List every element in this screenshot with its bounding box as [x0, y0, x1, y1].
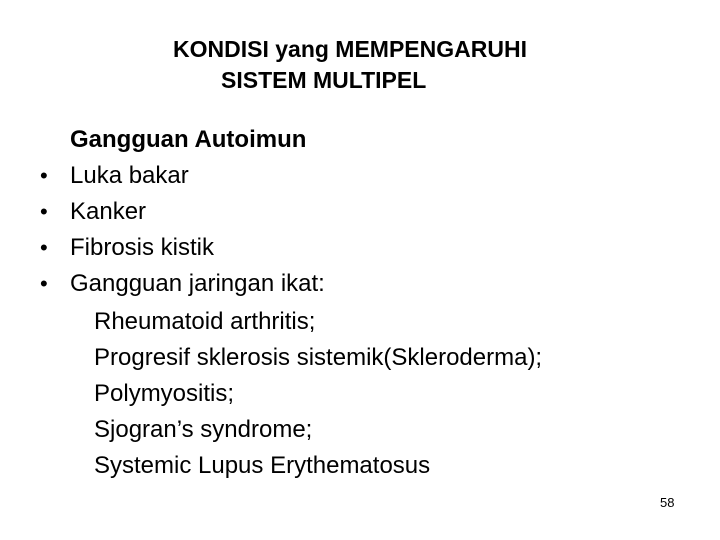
sub-list-item: Sjogran’s syndrome; [94, 416, 313, 443]
list-item-label: Gangguan jaringan ikat: [70, 270, 325, 297]
list-heading: Gangguan Autoimun [70, 126, 307, 153]
bullet-icon: • [40, 235, 48, 260]
list-item-label: Fibrosis kistik [70, 234, 215, 261]
bullet-icon: • [40, 199, 48, 224]
list-item-label: Luka bakar [70, 162, 189, 189]
sub-list-item: Polymyositis; [94, 380, 235, 407]
slide-title-line-2: SISTEM MULTIPEL [221, 67, 427, 93]
sub-list-item: Progresif sklerosis sistemik(Skleroderma); [94, 344, 543, 371]
slide-title-line-1: KONDISI yang MEMPENGARUHI [173, 36, 527, 62]
bullet-icon: • [40, 163, 48, 188]
sub-list-item: Systemic Lupus Erythematosus [94, 452, 431, 479]
list-item-label: Kanker [70, 198, 147, 225]
sub-list-item: Rheumatoid arthritis; [94, 308, 316, 335]
bullet-icon: • [40, 271, 48, 296]
page-number: 58 [660, 495, 675, 510]
